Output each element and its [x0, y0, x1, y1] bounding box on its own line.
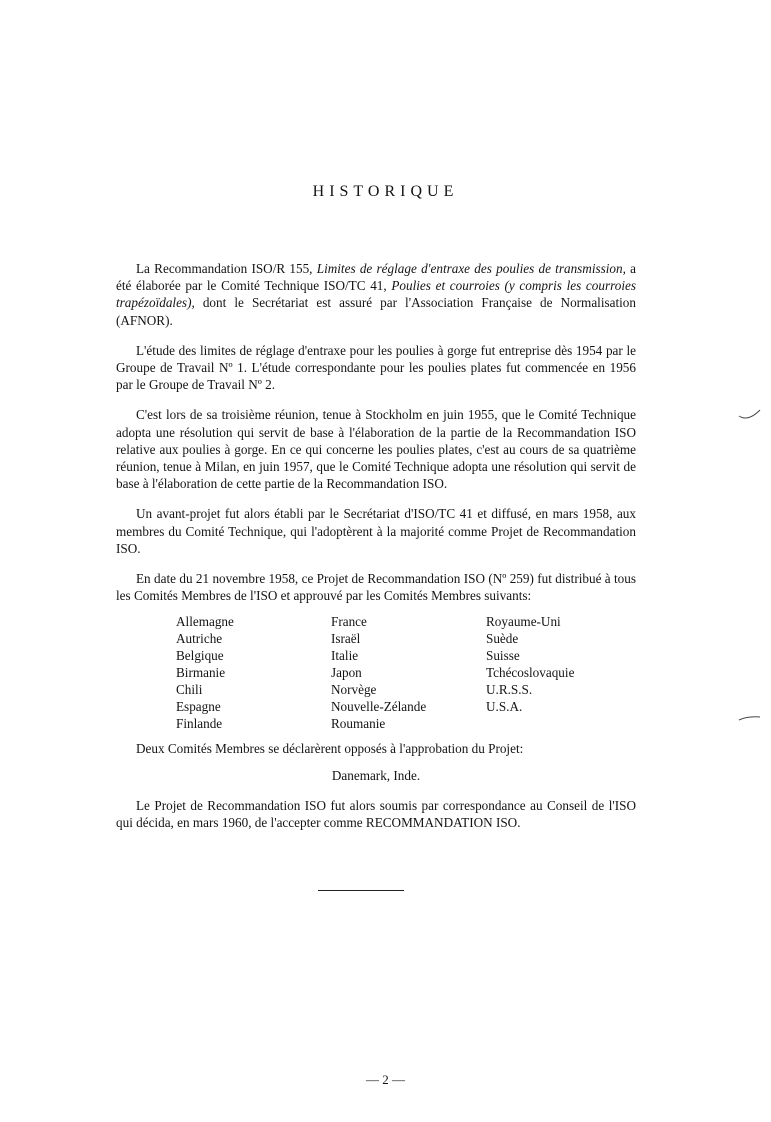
country-name: U.R.S.S.: [486, 682, 533, 698]
country-name: Autriche: [176, 631, 223, 647]
country-name: Belgique: [176, 648, 224, 664]
paragraph-4: Un avant-projet fut alors établi par le Secrétariat d'ISO/TC 41 et diffusé, en mars 1958, aux membres du Comité Technique, qui l'adoptèrent à la majorité comme Projet de Recommandation ISO.: [116, 506, 636, 556]
country-name: Japon: [331, 665, 362, 681]
section-divider: [318, 890, 404, 891]
page-number: — 2 —: [366, 1072, 405, 1087]
scan-mark-icon: [738, 408, 762, 422]
country-name: Suède: [486, 631, 519, 647]
country-name: Chili: [176, 682, 203, 698]
country-name: Birmanie: [176, 665, 226, 681]
paragraph-7: Le Projet de Recommandation ISO fut alors soumis par correspondance au Conseil de l'ISO qui décida, en mars 1960, de l'accepter comme RECOMMANDATION ISO.: [116, 797, 636, 831]
paragraph-1-part-c: a été élaborée par le Comité Technique ISO/TC 41,: [116, 261, 637, 294]
country-name: Suisse: [486, 648, 520, 664]
paragraph-5: En date du 21 novembre 1958, ce Projet de Recommandation ISO (Nº 259) fut distribué à tous les Comités Membres de l'ISO et approuvé par les Comités Membres suivants:: [116, 571, 636, 604]
country-name: Norvège: [331, 682, 377, 698]
paragraph-1-committee-italic: Poulies et courroies (y compris les courroies trapézoïdales),: [116, 278, 636, 311]
country-name: Tchécoslovaquie: [486, 665, 575, 681]
document-body: [116, 260, 636, 844]
country-name: Roumanie: [331, 716, 386, 732]
country-column-1: [176, 613, 331, 732]
paragraph-1-part-e: dont le Secrétariat est assuré par l'Association Française de Normalisation (AFNOR).: [116, 295, 636, 328]
paragraph-1-title-italic: Limites de réglage d'entraxe des poulies de transmission,: [316, 261, 626, 276]
country-name: U.S.A.: [486, 699, 523, 715]
page-title: HISTORIQUE: [312, 183, 459, 200]
paragraph-3: C'est lors de sa troisième réunion, tenue à Stockholm en juin 1955, que le Comité Technique adopta une résolution qui servit de base à l'élaboration de la partie de la Recommandation ISO relative aux poulies à gorge. En ce qui concerne les poulies plates, c'est au cours de sa quatrième réunion, tenue à Milan, en juin 1957, que le Comité Technique adopta une résolution qui servit de base à l'élaboration de cette partie de la Recommandation ISO.: [116, 407, 636, 492]
paragraph-2: L'étude des limites de réglage d'entraxe pour les poulies à gorge fut entreprise dès 1954 par le Groupe de Travail Nº 1. L'étude correspondante pour les poulies plates fut commencée en 1956 par le Groupe de Travail Nº 2.: [116, 342, 636, 393]
country-name: Finlande: [176, 716, 223, 732]
paragraph-1-part-a: La Recommandation ISO/R 155,: [136, 261, 317, 276]
scan-mark-icon: [738, 712, 762, 724]
country-name: Royaume-Uni: [486, 614, 561, 630]
country-name: Israël: [331, 631, 361, 647]
country-column-3: [486, 613, 636, 732]
country-name: Italie: [331, 648, 359, 664]
country-name: France: [331, 614, 367, 630]
opposed-members: Danemark, Inde.: [331, 767, 421, 783]
country-name: Espagne: [176, 699, 221, 715]
country-column-2: [331, 613, 486, 732]
paragraph-6: Deux Comités Membres se déclarèrent opposés à l'approbation du Projet:: [136, 741, 524, 757]
country-name: Allemagne: [176, 614, 234, 630]
country-name: Nouvelle-Zélande: [331, 699, 427, 715]
approving-members-list: [176, 613, 636, 732]
paragraph-1: [116, 260, 636, 329]
